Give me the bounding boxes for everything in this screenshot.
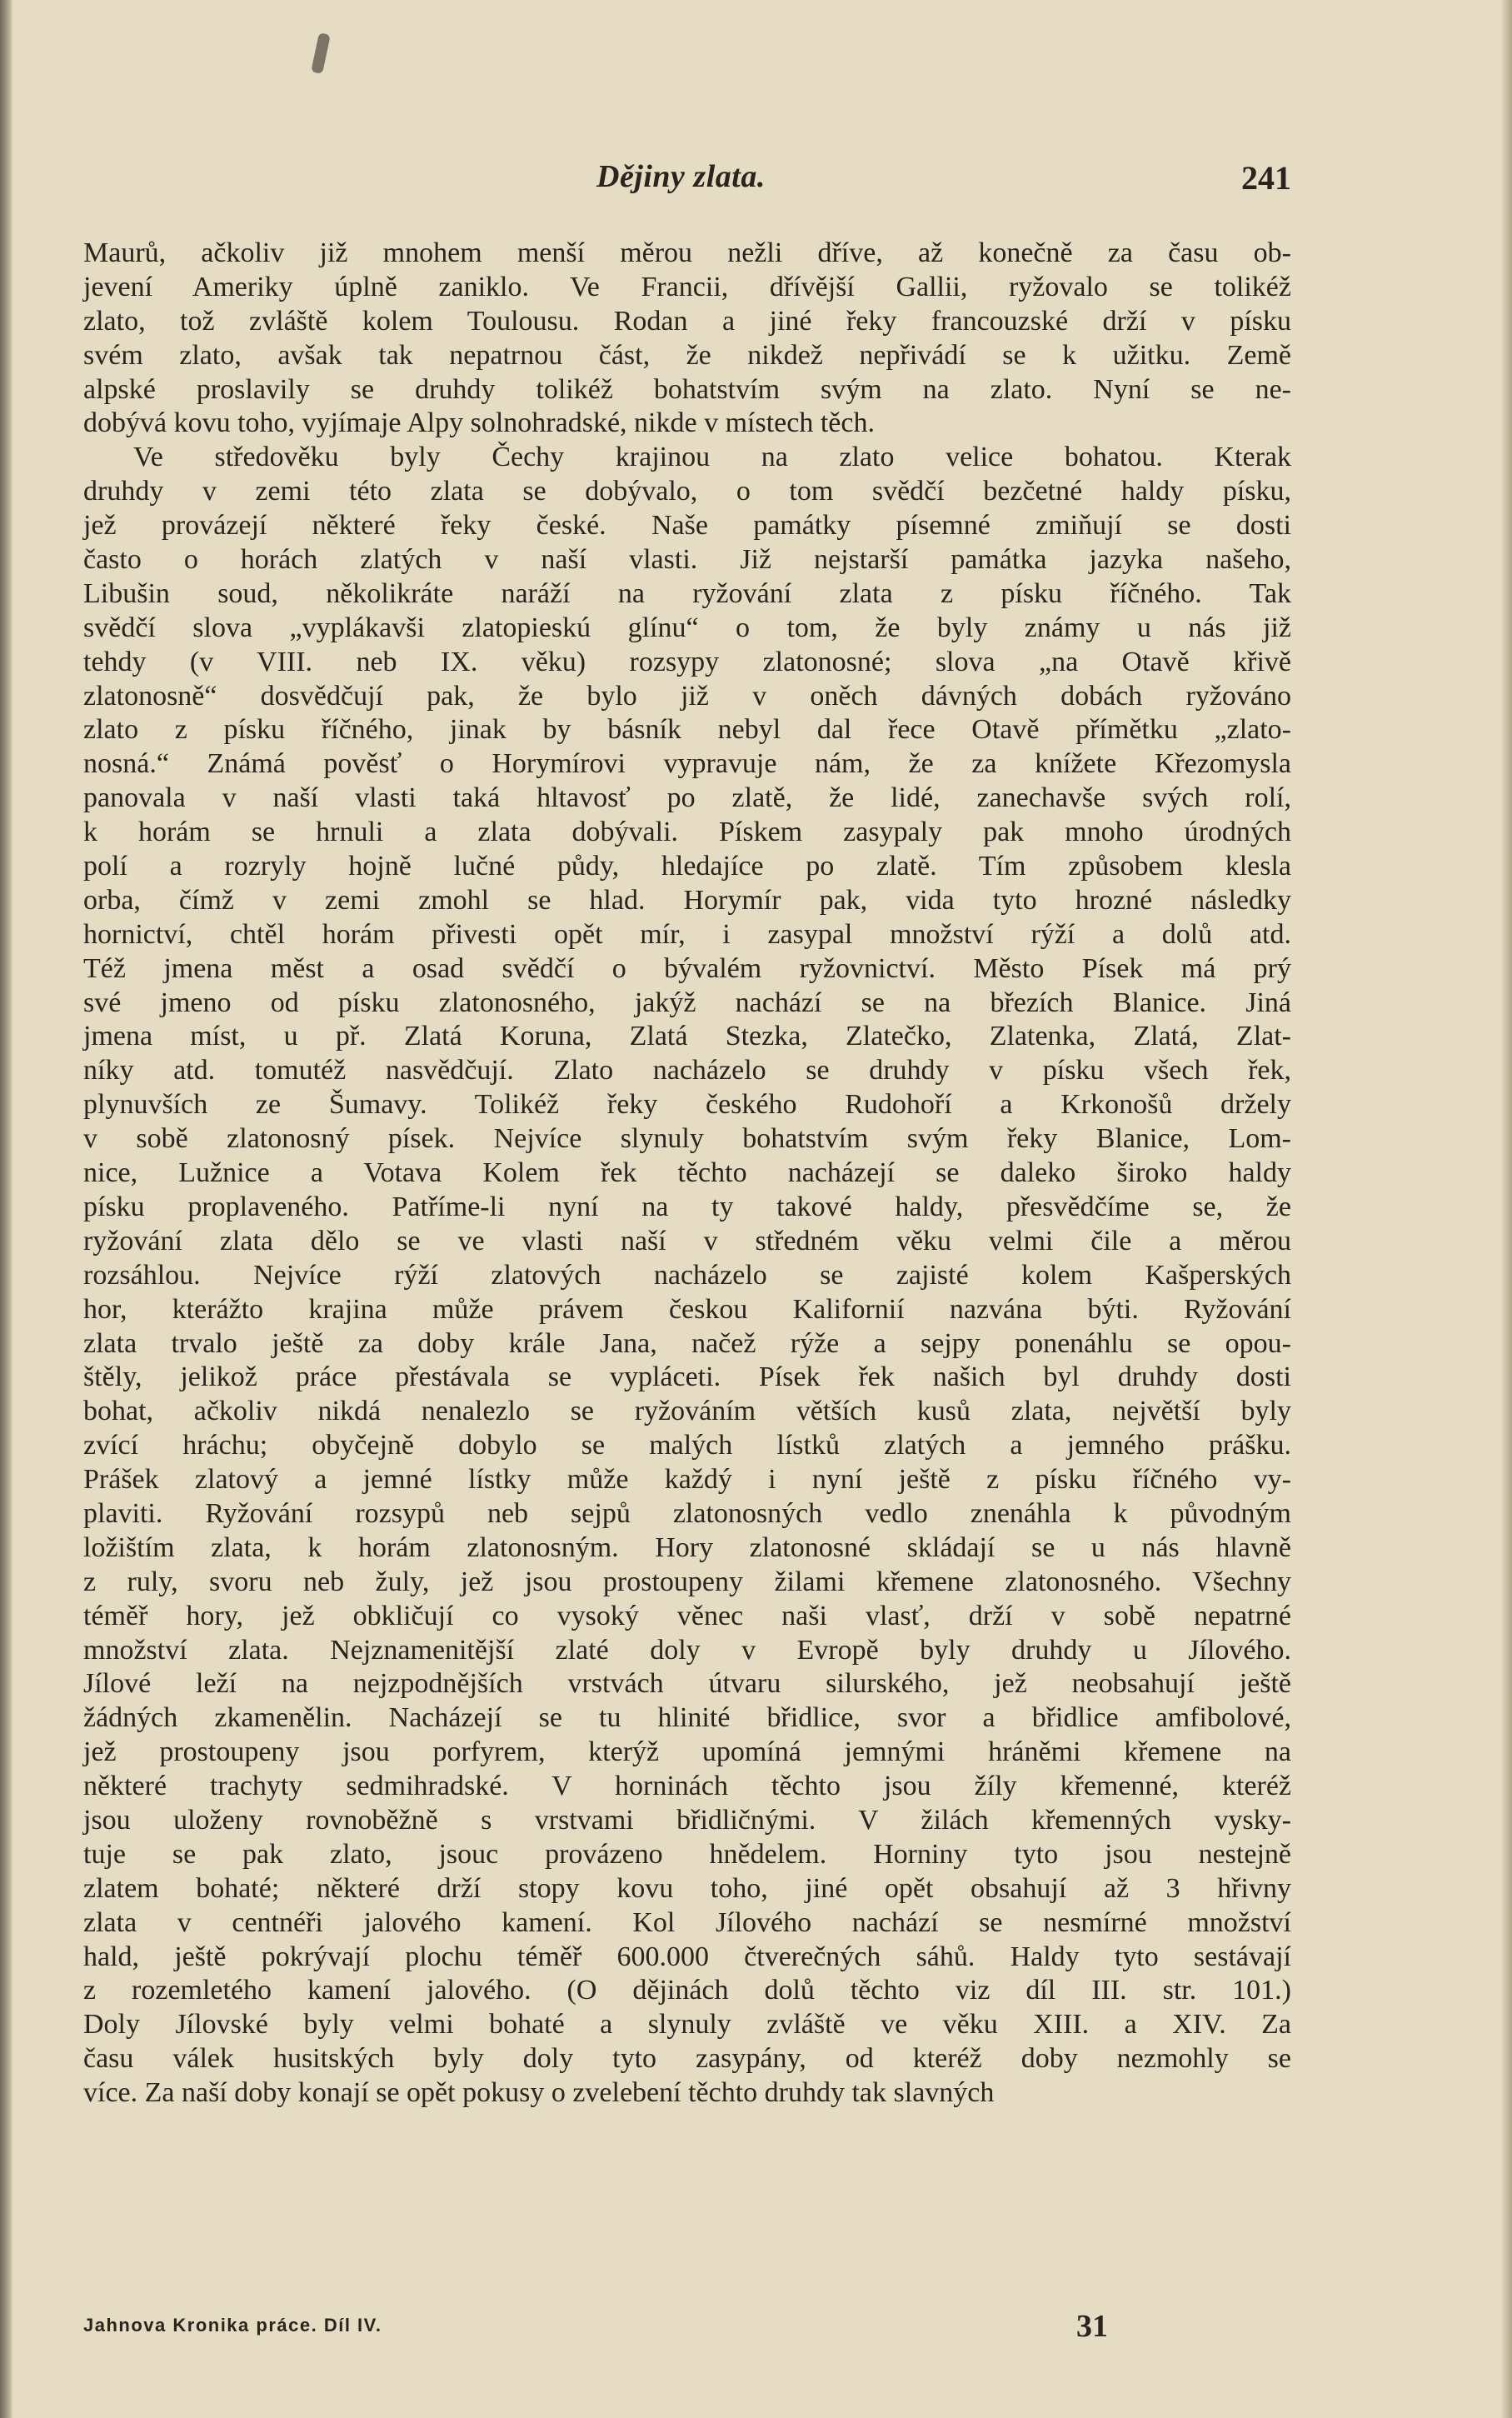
text-line: ložištím zlata, k horám zlatonosným. Hory zlatonosné skládají se u nás hlavně xyxy=(83,1531,1291,1563)
text-line: Doly Jílovské byly velmi bohaté a slynuly zvláště ve věku XIII. a XIV. Za xyxy=(83,2009,1291,2041)
page-footer xyxy=(83,2308,1291,2350)
page-right-edge xyxy=(1500,0,1512,2418)
text-line: k horám se hrnuli a zlata dobývali. Pískem zasypaly pak mnoho úrodných xyxy=(83,817,1291,848)
text-line: nosná.“ Známá pověsť o Horymírovi vypravuje nám, že za knížete Křezomysla xyxy=(83,748,1291,780)
text-line: bohat, ačkoliv nikdá nenalezlo se ryžováním větších kusů zlata, největší byly xyxy=(83,1396,1291,1427)
page-header xyxy=(83,158,1291,208)
text-line: Prášek zlatový a jemné lístky může každý i nyní ještě z písku říčného vy- xyxy=(83,1464,1291,1496)
text-line: orba, čímž v zemi zmohl se hlad. Horymír pak, vida tyto hrozné následky xyxy=(83,884,1291,916)
text-line: hor, kterážto krajina může právem českou Kalifornií nazvána býti. Ryžování xyxy=(83,1293,1291,1325)
text-line: polí a rozryly hojně lučné půdy, hledajíce po zlatě. Tím způsobem klesla xyxy=(83,851,1291,882)
text-line: množství zlata. Nejznamenitější zlaté doly v Evropě byly druhdy u Jílového. xyxy=(83,1634,1291,1666)
text-line: dobývá kovu toho, vyjímaje Alpy solnohradské, nikde v místech těch. xyxy=(83,407,875,439)
text-line: druhdy v zemi této zlata se dobývalo, o tom svědčí bezčetné haldy písku, xyxy=(83,476,1291,507)
text-line: plaviti. Ryžování rozsypů neb sejpů zlatonosných vedlo znenáhla k původným xyxy=(83,1497,1291,1529)
text-line: hald, ještě pokrývají plochu téměř 600.000 čtverečných sáhů. Haldy tyto sestávají xyxy=(83,1941,1291,1972)
text-line: níky atd. tomutéž nasvědčují. Zlato nacházelo se druhdy v písku všech řek, xyxy=(83,1055,1291,1087)
text-line: zlatem bohaté; některé drží stopy kovu toho, jiné opět obsahují až 3 hřivny xyxy=(83,1872,1291,1904)
page-number: 241 xyxy=(1241,159,1291,197)
text-line: písku proplaveného. Patříme-li nyní na ty takové haldy, přesvědčíme se, že xyxy=(83,1191,1291,1222)
text-line: tuje se pak zlato, jsouc provázeno hnědelem. Horniny tyto jsou nestejně xyxy=(83,1838,1291,1870)
text-line: z rozemletého kamení jalového. (O dějinách dolů těchto viz díl III. str. 101.) xyxy=(83,1975,1291,2006)
text-line: Též jmena měst a osad svědčí o bývalém ryžovnictví. Město Písek má prý xyxy=(83,952,1291,984)
body-text xyxy=(83,237,1291,2111)
text-line: jež prostoupeny jsou porfyrem, kterýž upomíná jemnými hráněmi křemene na xyxy=(83,1736,1291,1768)
text-line: Ve středověku byly Čechy krajinou na zlato velice bohatou. Kterak xyxy=(133,442,1291,473)
text-line: svědčí slova „vyplákavši zlatopieskú glínu“ o tom, že byly známy u nás již xyxy=(83,612,1291,643)
text-line: rozsáhlou. Nejvíce rýží zlatových nacházelo se zajisté kolem Kašperských xyxy=(83,1259,1291,1291)
text-line: nice, Lužnice a Votava Kolem řek těchto nacházejí se daleko široko haldy xyxy=(83,1157,1291,1189)
text-line: tehdy (v VIII. neb IX. věku) rozsypy zlatonosné; slova „na Otavě křivě xyxy=(83,646,1291,677)
text-line: zlato, tož zvláště kolem Toulousu. Rodan a jiné řeky francouzské drží v písku xyxy=(83,305,1291,337)
text-line: v sobě zlatonosný písek. Nejvíce slynuly bohatstvím svým řeky Blanice, Lom- xyxy=(83,1123,1291,1155)
text-line: zlata trvalo ještě za doby krále Jana, načež rýže a sejpy ponenáhlu se opou- xyxy=(83,1327,1291,1359)
sheet-number: 31 xyxy=(1076,2309,1108,2344)
running-title: Dějiny zlata. xyxy=(596,159,766,194)
text-line: zlatonosně“ dosvědčují pak, že bylo již v oněch dávných dobách ryžováno xyxy=(83,680,1291,712)
text-line: žádných zkamenělin. Nacházejí se tu hlinité břidlice, svor a břidlice amfibolové, xyxy=(83,1702,1291,1734)
text-line: jevení Ameriky úplně zaniklo. Ve Francii, dřívější Gallii, ryžovalo se tolikéž xyxy=(83,271,1291,302)
text-line: Libušin soud, několikráte naráží na ryžování zlata z písku říčného. Tak xyxy=(83,577,1291,609)
printer-signature: Jahnova Kronika práce. Díl IV. xyxy=(83,2315,382,2336)
ink-stain xyxy=(311,32,331,74)
text-line: často o horách zlatých v naší vlasti. Již nejstarší památka jazyka našeho, xyxy=(83,544,1291,576)
text-line: alpské proslavily se druhdy tolikéž bohatstvím svým na zlato. Nyní se ne- xyxy=(83,373,1291,405)
text-line: času válek husitských byly doly tyto zasypány, od kteréž doby nezmohly se xyxy=(83,2043,1291,2075)
text-line: zvící hráchu; obyčejně dobylo se malých lístků zlatých a jemného prášku. xyxy=(83,1430,1291,1461)
text-line: zlato z písku říčného, jinak by básník nebyl dal řece Otavě přímětku „zlato- xyxy=(83,714,1291,746)
text-line: jsou uloženy rovnoběžně s vrstvami břidličnými. V žilách křemenných vysky- xyxy=(83,1804,1291,1836)
text-line: téměř hory, jež obkličují co vysoký věnec naši vlasť, drží v sobě nepatrné xyxy=(83,1600,1291,1631)
text-line: jmena míst, u př. Zlatá Koruna, Zlatá Stezka, Zlatečko, Zlatenka, Zlatá, Zlat- xyxy=(83,1021,1291,1052)
text-line: své jmeno od písku zlatonosného, jakýž nachází se na březích Blanice. Jiná xyxy=(83,987,1291,1018)
text-line: hornictví, chtěl horám přivesti opět mír, i zasypal množství rýží a dolů atd. xyxy=(83,918,1291,950)
text-line: svém zlato, avšak tak nepatrnou část, že nikdež nepřivádí se k užitku. Země xyxy=(83,339,1291,371)
text-line: některé trachyty sedmihradské. V horninách těchto jsou žíly křemenné, kteréž xyxy=(83,1771,1291,1802)
text-line: jež provázejí některé řeky české. Naše památky písemné zmiňují se dosti xyxy=(83,510,1291,542)
page-binding-edge xyxy=(0,0,13,2418)
text-line: panovala v naší vlasti taká hltavosť po zlatě, že lidé, zanechavše svých rolí, xyxy=(83,782,1291,814)
text-line: Maurů, ačkoliv již mnohem menší měrou nežli dříve, až konečně za času ob- xyxy=(83,237,1291,268)
text-line: Jílové leží na nejzpodnějších vrstvách útvaru silurského, jež neobsahují ještě xyxy=(83,1668,1291,1700)
text-line: zlata v centnéři jalového kamení. Kol Jílového nachází se nesmírné množství xyxy=(83,1906,1291,1938)
text-line: ryžování zlata dělo se ve vlasti naší v středném věku velmi čile a měrou xyxy=(83,1225,1291,1256)
text-line: z ruly, svoru neb žuly, jež jsou prostoupeny žilami křemene zlatonosného. Všechny xyxy=(83,1566,1291,1597)
text-line: více. Za naší doby konají se opět pokusy o zvelebení těchto druhdy tak slavných xyxy=(83,2077,995,2109)
text-line: štěly, jelikož práce přestávala se vypláceti. Písek řek našich byl druhdy dosti xyxy=(83,1361,1291,1393)
text-line: plynuvších ze Šumavy. Tolikéž řeky českého Rudohoří a Krkonošů držely xyxy=(83,1089,1291,1121)
